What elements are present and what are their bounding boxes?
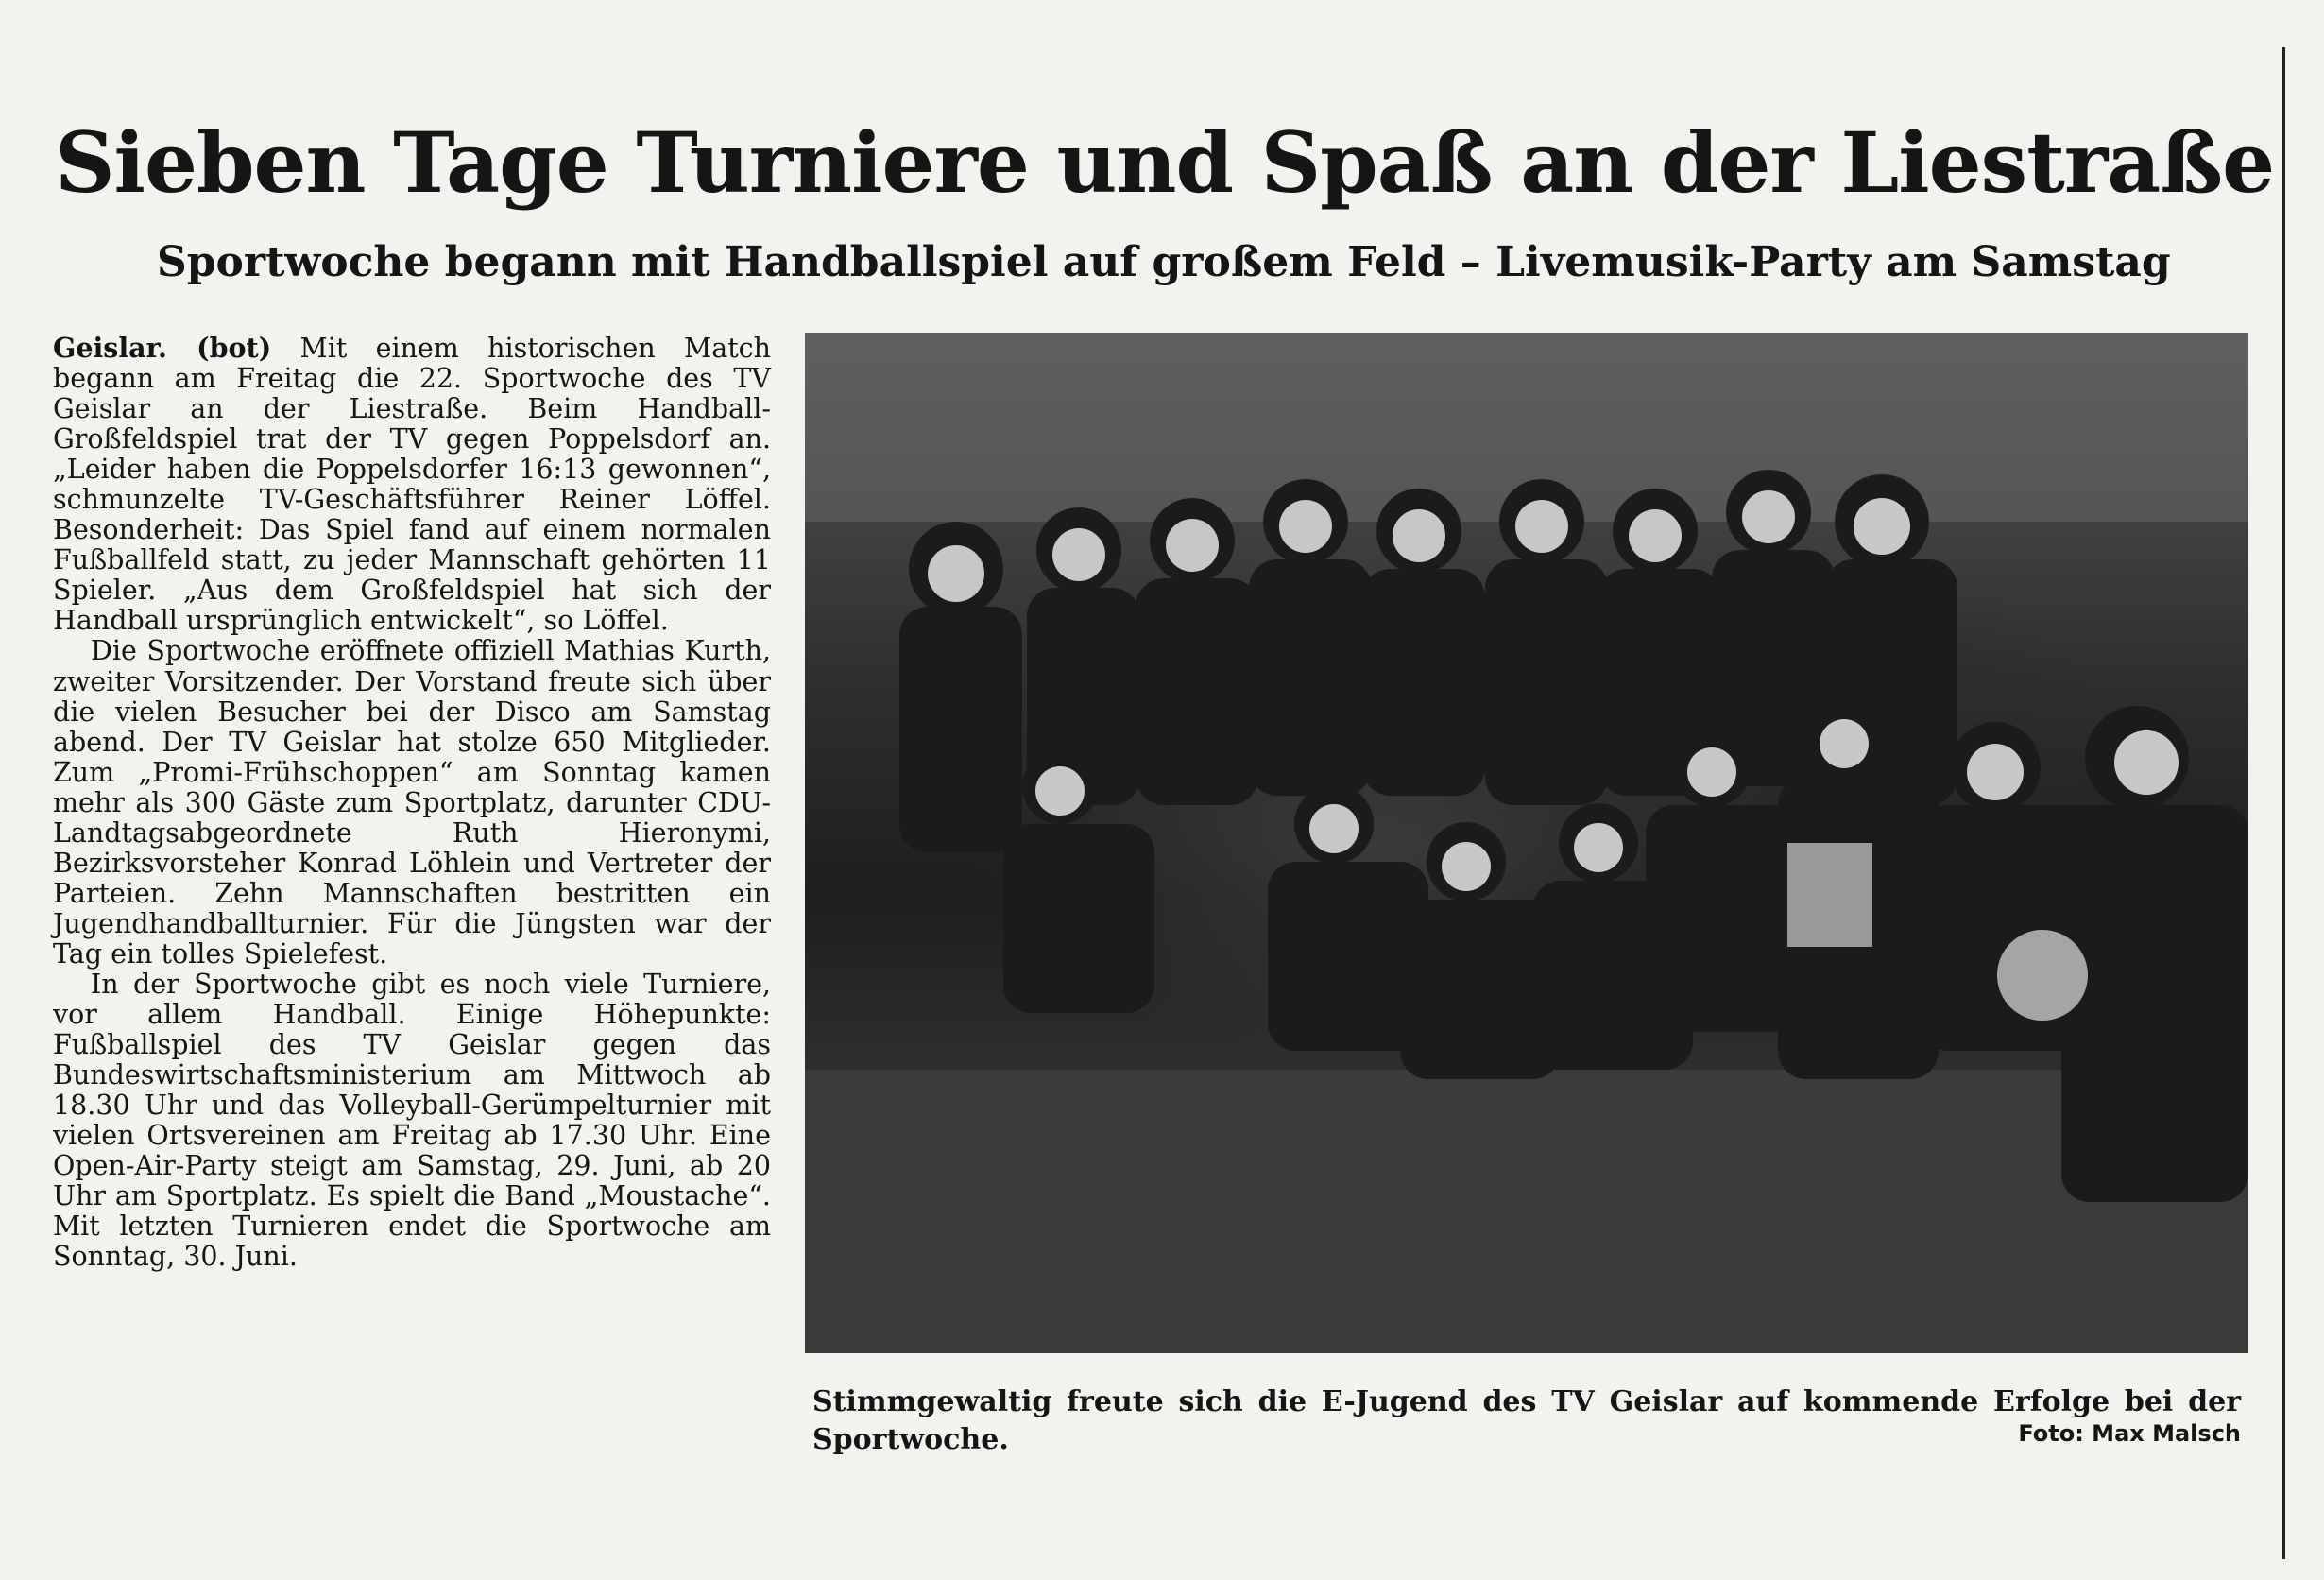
page-edge-line bbox=[2282, 47, 2285, 1559]
article-body bbox=[53, 333, 771, 1487]
dateline: Geislar. (bot) bbox=[53, 332, 272, 364]
article-paragraph-2: Die Sportwoche eröffnete offiziell Mathias Kurth, zweiter Vorsitzender. Der Vorstand freute sich über die vielen Besucher bei der Disco am Samstag abend. Der TV Geislar hat stolze 650 Mitglieder. Zum „Promi-Frühschoppen“ am Sonntag kamen mehr als 300 Gäste zum Sportplatz, darunter CDU-Landtagsabgeordnete Ruth Hieronymi, Bezirksvorsteher Konrad Löhlein und Vertreter der Parteien. Zehn Mannschaften bestritten ein Jugendhandballturnier. Für die Jüngsten war der Tag ein tolles Spielefest. bbox=[53, 635, 771, 970]
subheadline: Sportwoche begann mit Handballspiel auf großem Feld – Livemusik-Party am Samstag bbox=[157, 238, 2171, 286]
article-paragraph-1 bbox=[53, 333, 771, 636]
headline: Sieben Tage Turniere und Spaß an der Liestraße bbox=[55, 113, 2275, 212]
paragraph-text: Mit einem historischen Match begann am Freitag die 22. Sportwoche des TV Geislar an der Liestraße. Beim Handball-Großfeldspiel trat der TV gegen Poppelsdorf an. „Leider haben die Poppelsdorfer 16:13 gewonnen“, schmunzelte TV-Geschäftsführer Reiner Löffel. Besonderheit: Das Spiel fand auf einem normalen Fußballfeld statt, zu jeder Mannschaft gehörten 11 Spieler. „Aus dem Großfeldspiel hat sich der Handball ursprünglich entwickelt“, so Löffel. bbox=[53, 333, 771, 637]
team-photo bbox=[805, 333, 2248, 1353]
photo-caption: Stimmgewaltig freute sich die E-Jugend des TV Geislar auf kommende Erfolge bei der Sportwoche. bbox=[812, 1385, 2241, 1456]
team-photo-illustration bbox=[805, 333, 2248, 1353]
photo-credit: Foto: Max Malsch bbox=[2018, 1420, 2241, 1447]
article-paragraph-3: In der Sportwoche gibt es noch viele Turniere, vor allem Handball. Einige Höhepunkte: Fußballspiel des TV Geislar gegen das Bundeswirtschaftsministerium am Mittwoch ab 18.30 Uhr und das Volleyball-Gerümpelturnier mit vielen Ortsvereinen am Freitag ab 17.30 Uhr. Eine Open-Air-Party steigt am Samstag, 29. Juni, ab 20 Uhr am Sportplatz. Es spielt die Band „Moustache“. Mit letzten Turnieren endet die Sportwoche am Sonntag, 30. Juni. bbox=[53, 968, 771, 1273]
